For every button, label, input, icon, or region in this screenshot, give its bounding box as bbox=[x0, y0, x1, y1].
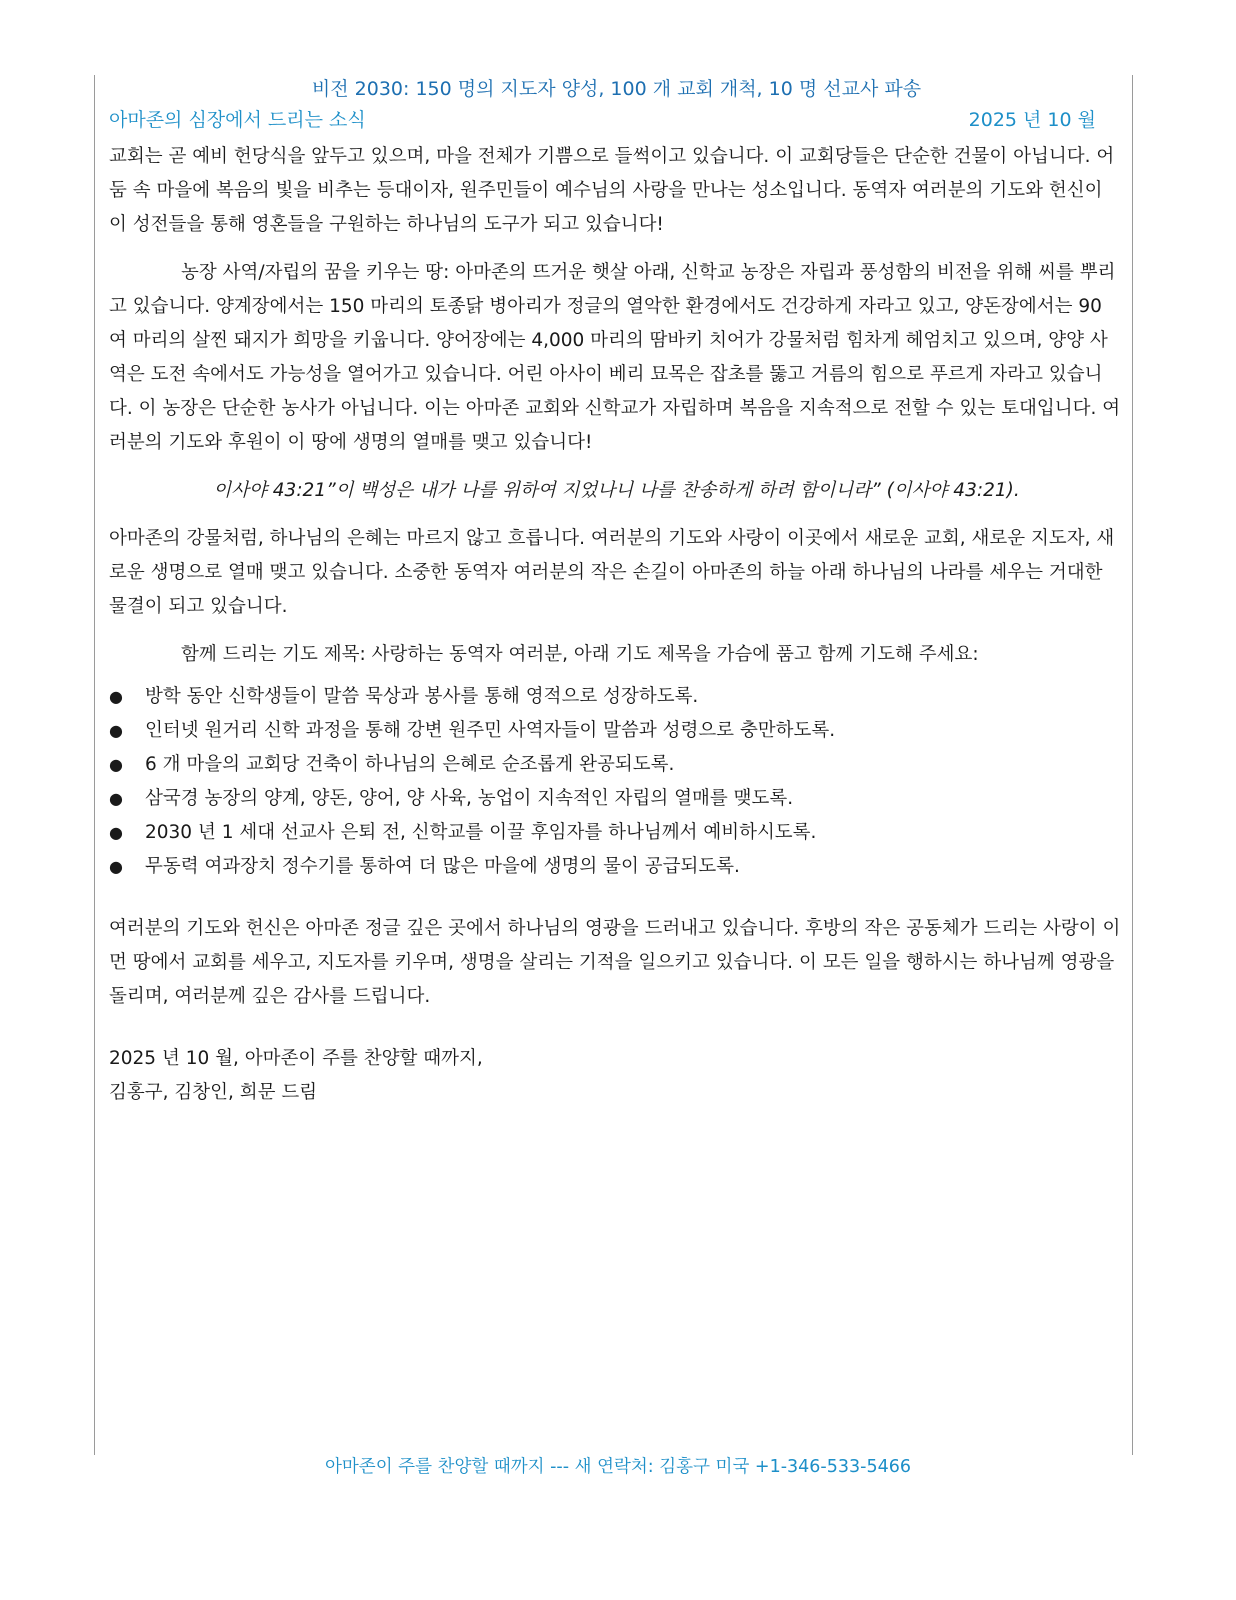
bullet-icon: ● bbox=[109, 823, 123, 842]
prayer-item bbox=[109, 782, 1124, 816]
farm-ministry-paragraph: 농장 사역/자립의 꿈을 키우는 땅: 아마존의 뜨거운 햇살 아래, 신학교 농장은 자립과 풍성함의 비전을 위해 씨를 뿌리고 있습니다. 양계장에서는 150 마리의 토종닭 병아리가 정글의 열악한 환경에서도 건강하게 자라고 있고, 양돈장에서는 90 여 마리의 살찐 돼지가 희망을 키웁니다. 양어장에는 4,000 마리의 땀바키 치어가 강물처럼 힘차게 헤엄치고 있으며, 양양 사역은 도전 속에서도 가능성을 열어가고 있습니다. 어린 아사이 베리 묘목은 잡초를 뚫고 거름의 힘으로 푸르게 자라고 있습니다. 이 농장은 단순한 농사가 아닙니다. 이는 아마존 교회와 신학교가 자립하며 복음을 지속적으로 전할 수 있는 토대입니다. 여러분의 기도와 후원이 이 땅에 생명의 열매를 맺고 있습니다! bbox=[109, 262, 1121, 453]
footer-contact: 아마존이 주를 찬양할 때까지 --- 새 연락처: 김홍구 미국 +1-346-533-5466 bbox=[325, 1457, 911, 1477]
issue-date: 2025 년 10 월 bbox=[968, 109, 1096, 131]
prayer-item-text: 2030 년 1 세대 선교사 은퇴 전, 신학교를 이끌 후임자를 하나님께서 예비하시도록. bbox=[145, 822, 817, 843]
prayer-item-text: 6 개 마을의 교회당 건축이 하나님의 은혜로 순조롭게 완공되도록. bbox=[145, 754, 675, 775]
vision-headline: 비전 2030: 150 명의 지도자 양성, 100 개 교회 개척, 10 명 선교사 파송 bbox=[311, 78, 922, 100]
prayer-list bbox=[109, 680, 1124, 884]
signature-names: 김홍구, 김창인, 희문 드림 bbox=[109, 1082, 318, 1103]
prayer-item bbox=[109, 816, 1124, 850]
church-dedication-paragraph: 교회는 곧 예비 헌당식을 앞두고 있으며, 마을 전체가 기쁨으로 들썩이고 있습니다. 이 교회당들은 단순한 건물이 아닙니다. 어둠 속 마을에 복음의 빛을 비추는 등대이자, 원주민들이 예수님의 사랑을 만나는 성소입니다. 동역자 여러분의 기도와 헌신이 이 성전들을 통해 영혼들을 구원하는 하나님의 도구가 되고 있습니다! bbox=[109, 146, 1115, 235]
newsletter-content bbox=[109, 74, 1124, 1110]
prayer-item bbox=[109, 680, 1124, 714]
bullet-icon: ● bbox=[109, 687, 123, 706]
signature-date-line: 2025 년 10 월, 아마존이 주를 찬양할 때까지, bbox=[109, 1048, 483, 1069]
prayer-item-text: 무동력 여과장치 정수기를 통하여 더 많은 마을에 생명의 물이 공급되도록. bbox=[145, 856, 740, 877]
bullet-icon: ● bbox=[109, 789, 123, 808]
grace-paragraph: 아마존의 강물처럼, 하나님의 은혜는 마르지 않고 흐릅니다. 여러분의 기도와 사랑이 이곳에서 새로운 교회, 새로운 지도자, 새로운 생명으로 열매 맺고 있습니다. 소중한 동역자 여러분의 작은 손길이 아마존의 하늘 아래 하나님의 나라를 세우는 거대한 물결이 되고 있습니다. bbox=[109, 528, 1115, 617]
closing-paragraph: 여러분의 기도와 헌신은 아마존 정글 깊은 곳에서 하나님의 영광을 드러내고 있습니다. 후방의 작은 공동체가 드리는 사랑이 이 먼 땅에서 교회를 세우고, 지도자를 키우며, 생명을 살리는 기적을 일으키고 있습니다. 이 모든 일을 행하시는 하나님께 영광을 돌리며, 여러분께 깊은 감사를 드립니다. bbox=[109, 918, 1121, 1007]
newsletter-title: 아마존의 심장에서 드리는 소식 bbox=[109, 109, 366, 131]
bullet-icon: ● bbox=[109, 755, 123, 774]
prayer-item bbox=[109, 850, 1124, 884]
newsletter-subhead bbox=[109, 104, 1124, 140]
bullet-icon: ● bbox=[109, 857, 123, 876]
bullet-icon: ● bbox=[109, 721, 123, 740]
scripture-verse: 이사야 43:21”이 백성은 내가 나를 위하여 지었나니 나를 찬송하게 하려 함이니라” (이사야 43:21). bbox=[213, 480, 1020, 501]
left-margin-rule bbox=[94, 75, 95, 1455]
prayer-item bbox=[109, 748, 1124, 782]
prayer-intro: 함께 드리는 기도 제목: 사랑하는 동역자 여러분, 아래 기도 제목을 가슴에 품고 함께 기도해 주세요: bbox=[181, 644, 979, 665]
right-margin-rule bbox=[1132, 75, 1133, 1455]
prayer-item-text: 방학 동안 신학생들이 말씀 묵상과 봉사를 통해 영적으로 성장하도록. bbox=[145, 686, 699, 707]
prayer-item-text: 인터넷 원거리 신학 과정을 통해 강변 원주민 사역자들이 말씀과 성령으로 충만하도록. bbox=[145, 720, 836, 741]
prayer-item-text: 삼국경 농장의 양계, 양돈, 양어, 양 사육, 농업이 지속적인 자립의 열매를 맺도록. bbox=[145, 788, 794, 809]
prayer-item bbox=[109, 714, 1124, 748]
